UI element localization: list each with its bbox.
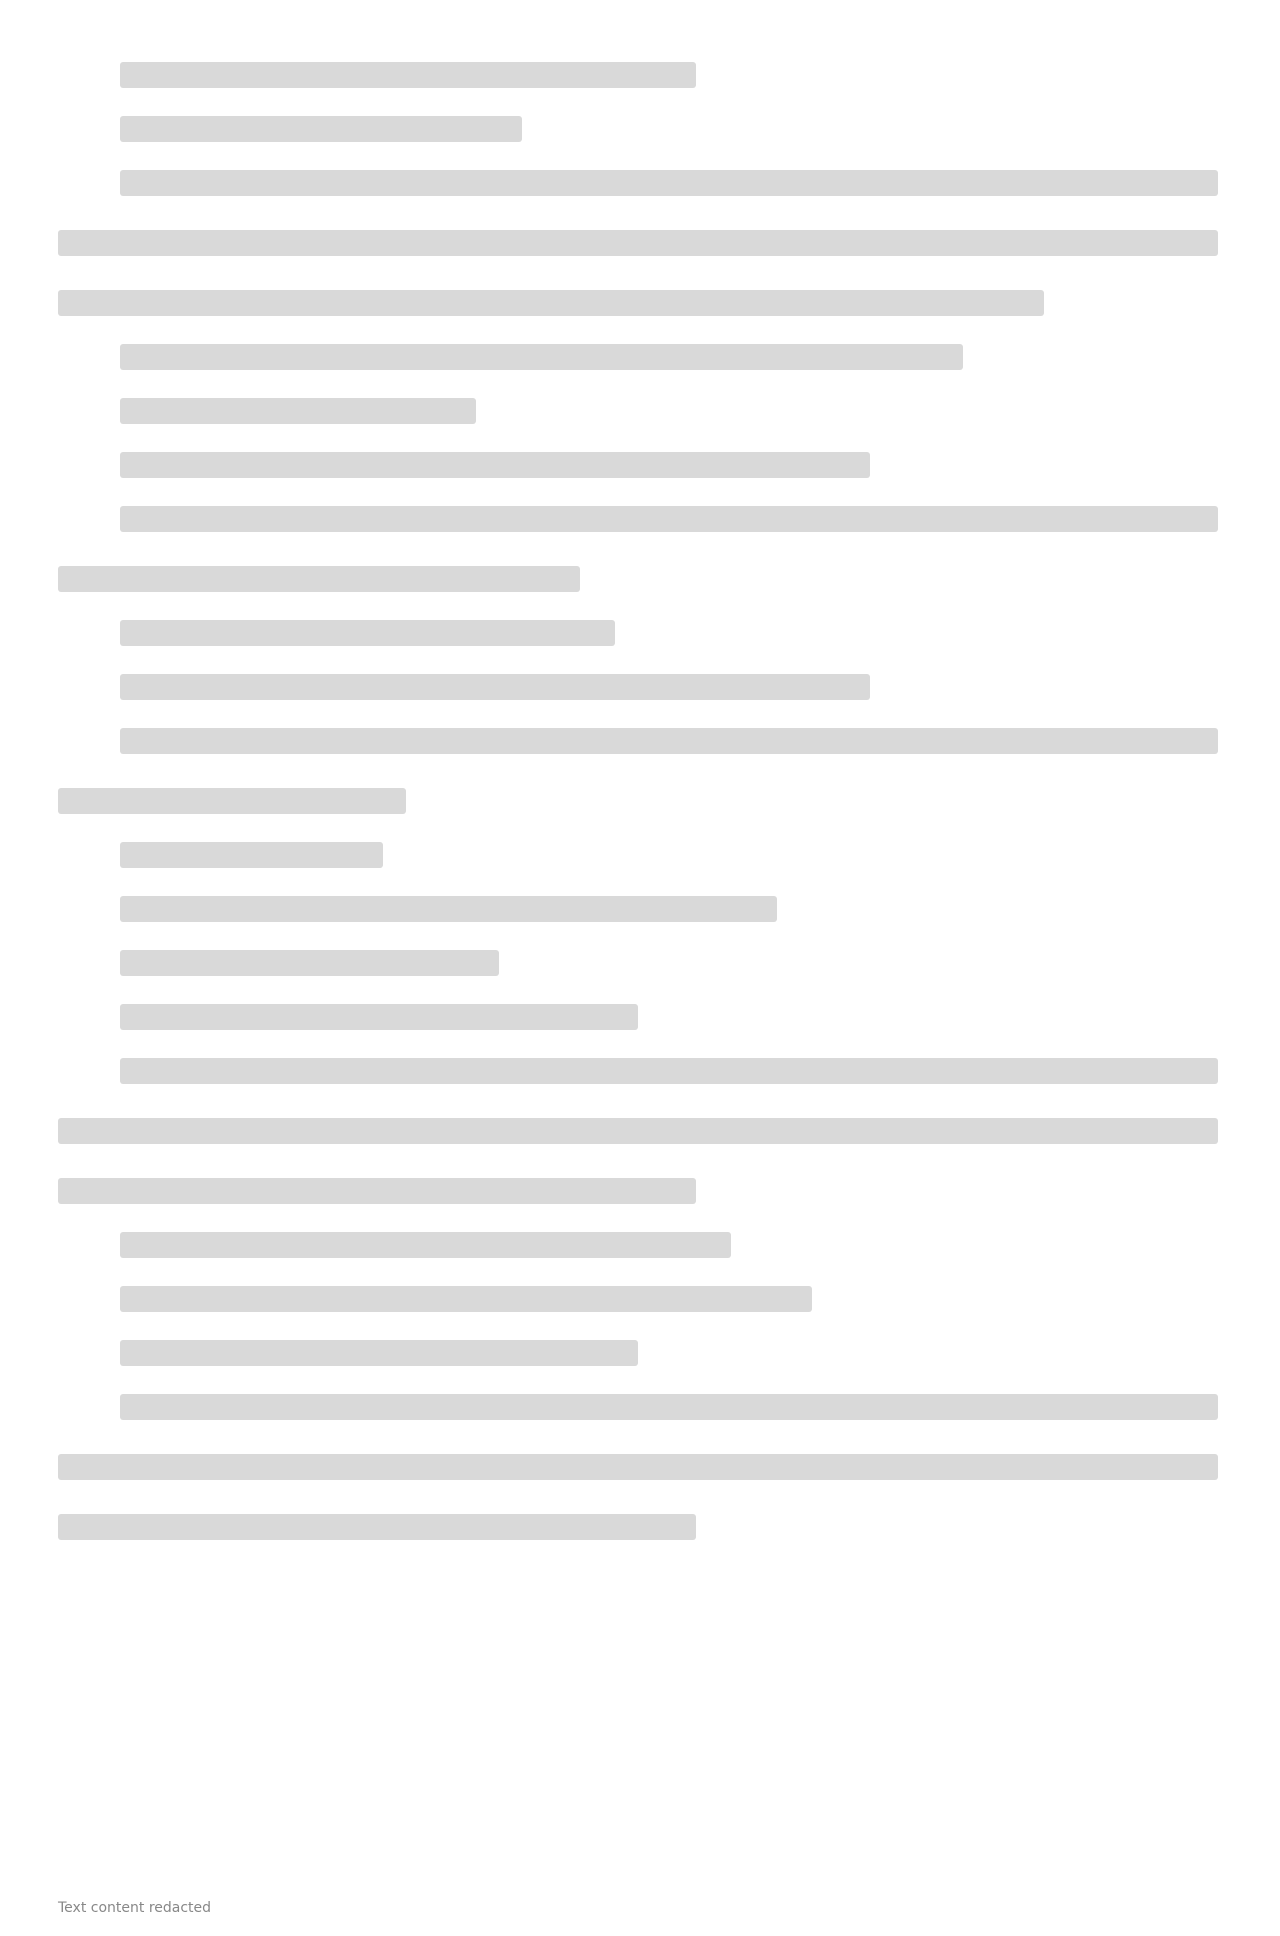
- redacted-paragraph: [58, 950, 1218, 976]
- redacted-paragraph: [58, 1394, 1218, 1540]
- redacted-paragraph: [58, 1232, 1218, 1258]
- redacted-paragraph: [58, 452, 1218, 478]
- redacted-line: [58, 566, 580, 592]
- redacted-line: [120, 896, 777, 922]
- redacted-line: [120, 1340, 638, 1366]
- redacted-line: [120, 398, 476, 424]
- redaction-note: Text content redacted: [58, 1900, 212, 1916]
- redacted-paragraph: [58, 398, 1218, 424]
- redacted-line: [120, 170, 1218, 196]
- redacted-paragraph: [58, 1004, 1218, 1030]
- redacted-line: [120, 506, 1218, 532]
- redacted-paragraph: [58, 620, 1218, 646]
- redacted-paragraph: [58, 728, 1218, 814]
- redacted-line: [120, 1058, 1218, 1084]
- redacted-paragraph: [58, 1286, 1218, 1312]
- redacted-paragraph: [58, 842, 1218, 868]
- redacted-line: [120, 674, 870, 700]
- redacted-line: [58, 230, 1218, 256]
- redacted-line: [120, 116, 522, 142]
- redacted-paragraph: [58, 116, 1218, 142]
- document-page: [58, 62, 1218, 1568]
- redacted-paragraph: [58, 896, 1218, 922]
- redacted-line: [120, 1394, 1218, 1420]
- redacted-paragraph: [58, 1340, 1218, 1366]
- redacted-paragraph: [58, 674, 1218, 700]
- redacted-line: [120, 842, 383, 868]
- redacted-paragraph: [58, 170, 1218, 316]
- redacted-line: [120, 728, 1218, 754]
- redacted-line: [58, 290, 1044, 316]
- redacted-line: [58, 1178, 696, 1204]
- redacted-paragraph: [58, 506, 1218, 592]
- redacted-line: [120, 1004, 638, 1030]
- redacted-line: [120, 620, 615, 646]
- redacted-line: [58, 788, 406, 814]
- redacted-paragraph: [58, 62, 1218, 88]
- redacted-line: [58, 1118, 1218, 1144]
- redacted-paragraph: [58, 344, 1218, 370]
- redacted-line: [120, 1232, 731, 1258]
- redacted-line: [58, 1454, 1218, 1480]
- redacted-line: [120, 62, 696, 88]
- redacted-line: [58, 1514, 696, 1540]
- redacted-line: [120, 950, 499, 976]
- redacted-line: [120, 1286, 812, 1312]
- redacted-line: [120, 344, 963, 370]
- redacted-line: [120, 452, 870, 478]
- redacted-paragraph: [58, 1058, 1218, 1204]
